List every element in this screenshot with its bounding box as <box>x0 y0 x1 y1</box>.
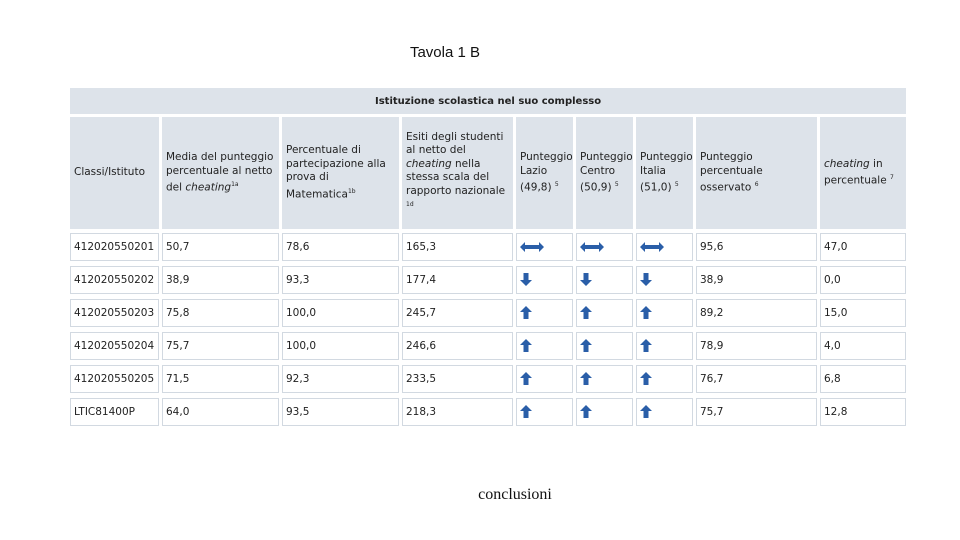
table-row <box>70 233 906 266</box>
table-body <box>70 233 906 431</box>
col-header-osservato: Punteggio percentuale osservato $^6$ <box>696 117 820 233</box>
cell-cheating: 0,0 <box>820 266 906 299</box>
cell-italia <box>636 332 696 365</box>
cell-classe: 412020550202 <box>70 266 162 299</box>
slide-title: Tavola 1 B <box>409 44 481 61</box>
cell-italia <box>636 398 696 431</box>
cell-centro <box>576 299 636 332</box>
cell-italia <box>636 233 696 266</box>
col-header-classe: Classi/Istituto <box>70 117 162 233</box>
table-row <box>70 332 906 365</box>
col-header-media: Media del punteggio percentuale al netto del cheating$^{1a}$ <box>162 117 282 233</box>
cell-lazio <box>516 266 576 299</box>
cell-classe: 412020550204 <box>70 332 162 365</box>
cell-media: 38,9 <box>162 266 282 299</box>
cell-cheating: 4,0 <box>820 332 906 365</box>
cell-partecipazione: 100,0 <box>282 299 402 332</box>
cell-lazio <box>516 299 576 332</box>
col-header-cheating: cheating in percentuale $^7$ <box>820 117 906 233</box>
cell-classe: 412020550205 <box>70 365 162 398</box>
cell-centro <box>576 233 636 266</box>
cell-partecipazione: 93,3 <box>282 266 402 299</box>
cell-osservato: 38,9 <box>696 266 820 299</box>
cell-partecipazione: 93,5 <box>282 398 402 431</box>
cell-italia <box>636 365 696 398</box>
cell-esiti: 233,5 <box>402 365 516 398</box>
cell-esiti: 245,7 <box>402 299 516 332</box>
arrow-up-icon <box>520 405 532 419</box>
cell-media: 75,8 <box>162 299 282 332</box>
footer-text: conclusioni <box>478 486 552 503</box>
column-header-row <box>70 117 906 233</box>
cell-centro <box>576 365 636 398</box>
cell-classe: LTIC81400P <box>70 398 162 431</box>
cell-esiti: 218,3 <box>402 398 516 431</box>
cell-italia <box>636 299 696 332</box>
cell-esiti: 246,6 <box>402 332 516 365</box>
arrow-up-icon <box>520 372 532 386</box>
cell-partecipazione: 78,6 <box>282 233 402 266</box>
cell-osservato: 78,9 <box>696 332 820 365</box>
cell-centro <box>576 332 636 365</box>
arrow-left-right-icon <box>640 242 664 252</box>
cell-classe: 412020550201 <box>70 233 162 266</box>
cell-lazio <box>516 233 576 266</box>
arrow-down-icon <box>640 273 652 287</box>
cell-lazio <box>516 365 576 398</box>
cell-cheating: 12,8 <box>820 398 906 431</box>
col-header-esiti: Esiti degli studenti al netto del cheating nella stessa scala del rapporto nazionale $^{1d}$ <box>402 117 516 233</box>
arrow-up-icon <box>640 372 652 386</box>
arrow-left-right-icon <box>520 242 544 252</box>
cell-media: 50,7 <box>162 233 282 266</box>
cell-partecipazione: 100,0 <box>282 332 402 365</box>
arrow-up-icon <box>640 339 652 353</box>
cell-italia <box>636 266 696 299</box>
cell-lazio <box>516 332 576 365</box>
results-table <box>70 88 906 431</box>
arrow-down-icon <box>580 273 592 287</box>
col-header-italia: Punteggio Italia (51,0) $^5$ <box>636 117 696 233</box>
cell-partecipazione: 92,3 <box>282 365 402 398</box>
arrow-up-icon <box>520 339 532 353</box>
cell-media: 71,5 <box>162 365 282 398</box>
col-header-centro: Punteggio Centro (50,9) $^5$ <box>576 117 636 233</box>
table-row <box>70 398 906 431</box>
cell-esiti: 165,3 <box>402 233 516 266</box>
cell-osservato: 75,7 <box>696 398 820 431</box>
col-header-partecipazione: Percentuale di partecipazione alla prova di Matematica$^{1b}$ <box>282 117 402 233</box>
arrow-up-icon <box>640 405 652 419</box>
cell-centro <box>576 266 636 299</box>
table-row <box>70 365 906 398</box>
cell-lazio <box>516 398 576 431</box>
table-row <box>70 299 906 332</box>
arrow-up-icon <box>520 306 532 320</box>
arrow-up-icon <box>640 306 652 320</box>
arrow-up-icon <box>580 405 592 419</box>
table-row <box>70 266 906 299</box>
cell-classe: 412020550203 <box>70 299 162 332</box>
cell-osservato: 76,7 <box>696 365 820 398</box>
cell-cheating: 15,0 <box>820 299 906 332</box>
cell-centro <box>576 398 636 431</box>
arrow-down-icon <box>520 273 532 287</box>
arrow-left-right-icon <box>580 242 604 252</box>
cell-cheating: 47,0 <box>820 233 906 266</box>
cell-osservato: 89,2 <box>696 299 820 332</box>
cell-esiti: 177,4 <box>402 266 516 299</box>
table-group-header: Istituzione scolastica nel suo complesso <box>70 88 906 117</box>
cell-cheating: 6,8 <box>820 365 906 398</box>
arrow-up-icon <box>580 306 592 320</box>
cell-media: 75,7 <box>162 332 282 365</box>
col-header-lazio: Punteggio Lazio (49,8) $^5$ <box>516 117 576 233</box>
arrow-up-icon <box>580 372 592 386</box>
arrow-up-icon <box>580 339 592 353</box>
cell-media: 64,0 <box>162 398 282 431</box>
cell-osservato: 95,6 <box>696 233 820 266</box>
